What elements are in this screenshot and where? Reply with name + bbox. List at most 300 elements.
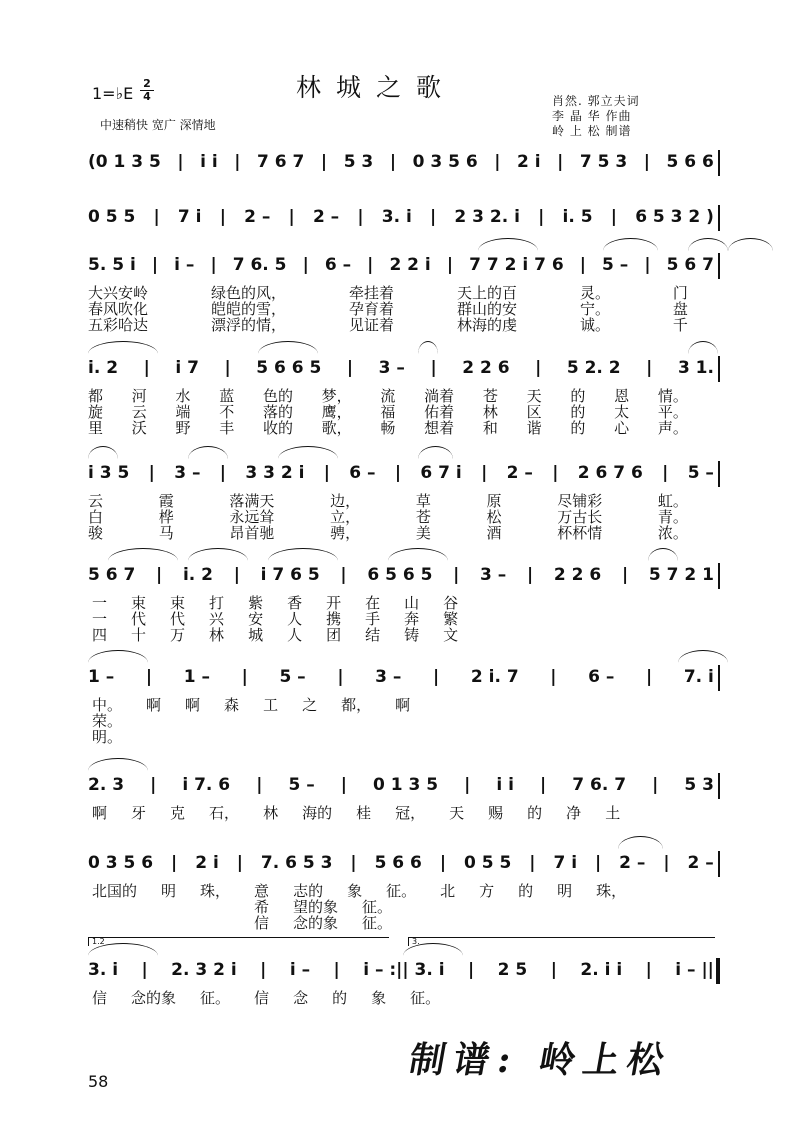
lyric-line: [88, 385, 688, 405]
lyric-line: [88, 592, 688, 612]
measure: 2 2 6: [553, 565, 602, 585]
notation-line: [88, 955, 714, 985]
lyric-word: 珠，: [596, 882, 627, 900]
measure: i. 5: [562, 207, 593, 227]
lyric-line: [250, 896, 450, 916]
measure: 0 1 3 5: [373, 775, 439, 795]
measure: 5 –: [687, 463, 714, 483]
measure: 6 –: [349, 463, 376, 483]
lyric-word: 春风吹化: [88, 300, 149, 318]
slur-mark: [418, 446, 453, 459]
measure: 5 –: [602, 255, 629, 275]
lyric-line: [88, 417, 688, 437]
barline: |: [333, 960, 340, 980]
lyric-word: 明: [557, 882, 573, 900]
measure: 6 7 i: [420, 463, 462, 483]
measure: 5 –: [288, 775, 315, 795]
lyric-word: 淌着: [424, 387, 455, 405]
lyric-word: 群山的安: [456, 300, 517, 318]
lyric-line: [88, 522, 688, 542]
barline: |: [288, 207, 295, 227]
slur-mark: [88, 446, 118, 459]
lyric-word: 在: [365, 594, 381, 612]
barline: |: [256, 775, 263, 795]
measure: 0 5 5: [88, 207, 136, 227]
lyric-word: 千: [672, 316, 688, 334]
lyric-word: 征。: [362, 898, 393, 916]
lyric-word: 门: [672, 284, 688, 302]
meter-bottom: 4: [143, 90, 151, 103]
slur-mark: [258, 341, 318, 354]
lyric-word: 谐: [526, 419, 542, 437]
slur-mark: [278, 446, 338, 459]
time-signature: [140, 78, 154, 103]
lyric-word: 和: [482, 419, 498, 437]
lyric-word: 十: [131, 626, 147, 644]
measure: 5 3: [684, 775, 714, 795]
measure: 0 3 5 6: [88, 853, 154, 873]
lyric-word: 诚。: [579, 316, 610, 334]
lyric-word: 明。: [92, 728, 123, 746]
lyric-word: 恩: [614, 387, 630, 405]
measure: 6 5 3 2 ): [635, 207, 714, 227]
measure: 2. i i: [580, 960, 623, 980]
lyric-word: 桦: [158, 508, 174, 526]
measure: 5 6 6 5: [256, 358, 322, 378]
lyric-word: 谷: [443, 594, 459, 612]
lyric-word: 兴: [209, 610, 225, 628]
lyric-word: 念的象: [131, 989, 177, 1007]
measure: 5 –: [279, 667, 306, 687]
lyric-word: 太: [614, 403, 630, 421]
lyric-word: 佑着: [424, 403, 455, 421]
lyric-word: 杯杯情: [557, 524, 603, 542]
lyric-word: 心: [614, 419, 630, 437]
lyric-word: 白: [88, 508, 104, 526]
measure: 1 –: [183, 667, 210, 687]
lyric-word: 皑皑的雪，: [210, 300, 286, 318]
measure: 5 3: [343, 152, 374, 172]
lyric-word: 蓝: [219, 387, 235, 405]
lyric-word: 手: [365, 610, 381, 628]
lyric-word: 紫: [248, 594, 264, 612]
barline: |: [148, 463, 155, 483]
lyric-word: 福: [380, 403, 396, 421]
lyric-word: 征。: [386, 882, 417, 900]
slur-mark: [603, 238, 658, 251]
key-signature: 1=♭E: [92, 84, 134, 103]
lyric-word: 海的: [302, 804, 333, 822]
measure: 7 i: [177, 207, 202, 227]
measure: 2 –: [619, 853, 646, 873]
lyric-line: [88, 802, 688, 822]
end-barline: [718, 773, 720, 799]
barline: |: [610, 207, 617, 227]
barline: |: [464, 775, 471, 795]
measure: i i: [200, 152, 218, 172]
lyric-word: 牵挂着: [348, 284, 394, 302]
measure: 6 –: [588, 667, 615, 687]
lyric-word: 立，: [330, 508, 361, 526]
measure: 5 7 2 1: [648, 565, 714, 585]
notation-line: [88, 250, 714, 280]
lyric-word: 沃: [131, 419, 147, 437]
measure: 7 7 2 i 7 6: [469, 255, 564, 275]
measure: i 7: [175, 358, 199, 378]
lyric-word: 净: [566, 804, 582, 822]
lyric-word: 水: [175, 387, 191, 405]
lyric-word: 四: [92, 626, 108, 644]
lyric-word: 希: [254, 898, 270, 916]
end-barline: [718, 356, 720, 382]
lyric-word: 美: [415, 524, 431, 542]
lyric-word: 灵。: [579, 284, 610, 302]
barline: |: [156, 565, 163, 585]
lyric-word: 鹰，: [321, 403, 352, 421]
lyric-line: [88, 298, 688, 318]
lyric-word: 念: [293, 989, 309, 1007]
measure: i – :|| 3. i: [363, 960, 445, 980]
notation-line: [88, 458, 714, 488]
barline: |: [145, 667, 153, 687]
notation-line: [88, 560, 714, 590]
lyric-word: 繁: [443, 610, 459, 628]
lyric-word: 望的象: [293, 898, 339, 916]
credit-arranger: 岭 上 松 制谱: [552, 124, 632, 138]
measure: 2 –: [312, 207, 340, 227]
measure: i – ||: [675, 960, 714, 980]
measure: 5 6 6: [666, 152, 714, 172]
measure: 2 3 2. i: [454, 207, 520, 227]
slur-mark: [418, 341, 438, 354]
barline: |: [340, 565, 347, 585]
slur-mark: [388, 548, 448, 561]
notation-line: [88, 662, 714, 692]
barline: |: [579, 255, 586, 275]
lyric-word: 流: [380, 387, 396, 405]
lyric-word: 信: [254, 914, 270, 932]
slur-mark: [88, 650, 148, 663]
measure: 7. i: [683, 667, 714, 687]
lyric-word: 区: [526, 403, 542, 421]
measure: 3 3 2 i: [245, 463, 305, 483]
lyric-word: 北: [440, 882, 456, 900]
measure: 7 i: [553, 853, 578, 873]
lyric-word: 青。: [657, 508, 688, 526]
lyric-word: 森: [224, 696, 240, 714]
lyric-word: 荣。: [92, 712, 123, 730]
measure: i 3 5: [88, 463, 130, 483]
notation-row: [88, 662, 714, 692]
lyric-word: 人: [287, 610, 303, 628]
slur-mark: [728, 238, 773, 251]
barline: |: [550, 667, 557, 687]
lyric-word: 声。: [657, 419, 688, 437]
measure: 3 –: [480, 565, 507, 585]
measure: (0 1 3 5: [88, 152, 161, 172]
barline: |: [621, 565, 629, 585]
lyric-line: [88, 282, 688, 302]
measure: i. 2: [182, 565, 213, 585]
lyric-word: 收的: [262, 419, 293, 437]
barline: |: [224, 358, 231, 378]
measure: i. 2: [88, 358, 119, 378]
slur-mark: [688, 341, 718, 354]
measure: 3. i: [381, 207, 412, 227]
barline: |: [143, 358, 150, 378]
slur-mark: [648, 548, 678, 561]
lyric-word: 的: [570, 403, 586, 421]
lyric-line: [88, 694, 688, 714]
lyric-word: 克: [170, 804, 186, 822]
lyric-word: 结: [365, 626, 381, 644]
barline: |: [151, 255, 159, 275]
lyric-line: [88, 624, 688, 644]
measure: 5 6 7: [666, 255, 714, 275]
lyric-word: 香: [287, 594, 303, 612]
lyric-word: 工: [263, 696, 279, 714]
lyric-word: 落的: [262, 403, 293, 421]
lyric-word: 酒: [486, 524, 502, 542]
barline: |: [446, 255, 454, 275]
lyric-word: 啊: [185, 696, 201, 714]
barline: |: [644, 255, 651, 275]
barline: |: [595, 853, 602, 873]
lyric-word: 里: [88, 419, 104, 437]
end-barline: [718, 253, 720, 279]
lyric-word: 想着: [424, 419, 455, 437]
barline: |: [643, 152, 650, 172]
barline: |: [468, 960, 475, 980]
measure: 5. 5 i: [88, 255, 136, 275]
lyric-word: 铸: [404, 626, 420, 644]
measure: 2. 3: [88, 775, 125, 795]
measure: 5 6 7: [88, 565, 136, 585]
measure: 3 –: [174, 463, 201, 483]
lyric-word: 征。: [362, 914, 393, 932]
measure: 3. i: [88, 960, 119, 980]
lyric-word: 孕育着: [348, 300, 394, 318]
lyric-line: [88, 506, 688, 526]
lyric-word: 信: [254, 989, 270, 1007]
barline: |: [430, 207, 437, 227]
lyric-word: 啊: [395, 696, 411, 714]
measure: i –: [174, 255, 195, 275]
barline: |: [662, 463, 669, 483]
lyric-word: 浓。: [657, 524, 688, 542]
lyric-line: [88, 314, 688, 334]
slur-mark: [688, 238, 728, 251]
meter-top: 2: [140, 78, 154, 91]
lyric-word: 马: [158, 524, 174, 542]
end-barline: [718, 461, 720, 487]
lyric-word: 大兴安岭: [88, 284, 149, 302]
measure: 3 –: [375, 667, 402, 687]
lyric-word: 土: [605, 804, 621, 822]
lyric-word: 文: [443, 626, 459, 644]
lyric-word: 代: [170, 610, 186, 628]
arranger-signature: 制谱: 岭上松: [405, 1039, 676, 1081]
measure: 5 2. 2: [566, 358, 621, 378]
measure: 1 –: [88, 667, 115, 687]
barline: |: [439, 853, 447, 873]
lyric-word: 骏: [88, 524, 104, 542]
slur-mark: [88, 341, 158, 354]
notation-row: [88, 250, 714, 280]
measure: 7 6. 7: [572, 775, 627, 795]
lyric-word: 山: [404, 594, 420, 612]
measure: 6 5 6 5: [367, 565, 433, 585]
end-barline: [716, 958, 720, 984]
lyric-word: 边，: [330, 492, 361, 510]
barline: |: [367, 255, 374, 275]
lyric-word: 团: [326, 626, 342, 644]
lyric-word: 的: [527, 804, 543, 822]
barline: |: [340, 775, 347, 795]
lyric-word: 的: [332, 989, 348, 1007]
barline: |: [177, 152, 184, 172]
lyric-word: 北国的: [92, 882, 138, 900]
notation-line: [88, 353, 714, 383]
lyric-word: 束: [170, 594, 186, 612]
measure: 2 i: [516, 152, 541, 172]
lyric-word: 明: [161, 882, 177, 900]
lyric-word: 奔: [404, 610, 420, 628]
lyric-word: 落满天: [229, 492, 275, 510]
measure: 0 3 5 6: [412, 152, 478, 172]
lyric-line: [250, 912, 450, 932]
end-barline: [718, 563, 720, 589]
page-number: 58: [88, 1072, 109, 1091]
tempo-marking: 中速稍快 宽广 深情地: [100, 118, 216, 132]
lyric-word: 云: [88, 492, 104, 510]
credit-lyricist: 肖然. 郭立夫词: [552, 94, 640, 108]
barline: |: [350, 853, 357, 873]
lyric-word: 冠，: [395, 804, 426, 822]
barline: |: [219, 207, 226, 227]
lyric-word: 旋: [88, 403, 104, 421]
lyric-word: 见证着: [348, 316, 394, 334]
measure: i i: [496, 775, 514, 795]
lyric-word: 石，: [209, 804, 240, 822]
notation-line: [88, 202, 714, 232]
lyric-word: 林: [263, 804, 279, 822]
measure: 3 1.: [677, 358, 714, 378]
lyric-word: 代: [131, 610, 147, 628]
notation-row: [88, 560, 714, 590]
lyric-line: [88, 987, 688, 1007]
measure: 6 –: [324, 255, 352, 275]
barline: |: [481, 463, 488, 483]
lyric-word: 征。: [410, 989, 441, 1007]
lyric-word: 不: [219, 403, 235, 421]
lyric-word: 云: [131, 403, 147, 421]
notation-row: [88, 955, 714, 985]
notation-row: [88, 202, 714, 232]
lyric-word: 尽铺彩: [557, 492, 603, 510]
lyric-word: 梦，: [321, 387, 352, 405]
measure: i –: [289, 960, 311, 980]
barline: |: [153, 207, 160, 227]
lyric-word: 都，: [341, 696, 372, 714]
slur-mark: [478, 238, 538, 251]
end-barline: [718, 205, 720, 231]
lyric-word: 一: [92, 594, 108, 612]
lyric-line: [88, 490, 688, 510]
lyric-word: 松: [486, 508, 502, 526]
lyric-word: 意: [254, 882, 270, 900]
barline: |: [645, 960, 652, 980]
notation-row: [88, 458, 714, 488]
lyric-word: 端: [175, 403, 191, 421]
slur-mark: [188, 446, 228, 459]
barline: |: [430, 358, 437, 378]
lyric-word: 人: [287, 626, 303, 644]
barline: |: [652, 775, 659, 795]
lyric-word: 虹。: [657, 492, 688, 510]
barline: |: [389, 152, 397, 172]
notation-row: [88, 147, 714, 177]
lyric-word: 苍: [415, 508, 431, 526]
measure: 7 6. 5: [232, 255, 287, 275]
measure: 5 6 6: [374, 853, 422, 873]
lyric-word: 一: [92, 610, 108, 628]
lyric-word: 丰: [219, 419, 235, 437]
lyric-word: 霞: [158, 492, 174, 510]
end-barline: [718, 150, 720, 176]
notation-row: [88, 353, 714, 383]
lyric-word: 赐: [488, 804, 504, 822]
lyric-word: 牙: [131, 804, 147, 822]
barline: |: [236, 853, 243, 873]
song-title: 林城之歌: [296, 73, 457, 102]
lyric-word: 骋，: [330, 524, 361, 542]
lyric-word: 野: [175, 419, 191, 437]
measure: 2 2 i: [389, 255, 431, 275]
lyric-line: [88, 880, 688, 900]
lyric-word: 桂: [356, 804, 372, 822]
lyric-word: 万古长: [557, 508, 603, 526]
barline: |: [433, 667, 440, 687]
barline: |: [219, 463, 226, 483]
notation-line: [88, 848, 714, 878]
lyric-word: 河: [131, 387, 147, 405]
lyric-word: 的: [570, 387, 586, 405]
measure: 0 5 5: [464, 853, 512, 873]
measure: 7. 6 5 3: [260, 853, 333, 873]
lyric-word: 象: [371, 989, 387, 1007]
end-barline: [718, 851, 720, 877]
measure: 2 6 7 6: [577, 463, 643, 483]
lyric-word: 束: [131, 594, 147, 612]
lyric-word: 永远耸: [229, 508, 275, 526]
barline: |: [540, 775, 547, 795]
barline: |: [646, 358, 653, 378]
measure: 2 i. 7: [470, 667, 519, 687]
lyric-word: 的: [518, 882, 534, 900]
slur-mark: [618, 836, 663, 849]
end-barline: [718, 665, 720, 691]
barline: |: [557, 152, 564, 172]
lyric-word: 安: [248, 610, 264, 628]
slur-mark: [678, 650, 728, 663]
barline: |: [394, 463, 402, 483]
lyric-word: 漂浮的情，: [210, 316, 286, 334]
volta-bracket: [88, 937, 389, 946]
barline: |: [234, 152, 241, 172]
lyric-word: 畅: [380, 419, 396, 437]
measure: 7 5 3: [579, 152, 628, 172]
